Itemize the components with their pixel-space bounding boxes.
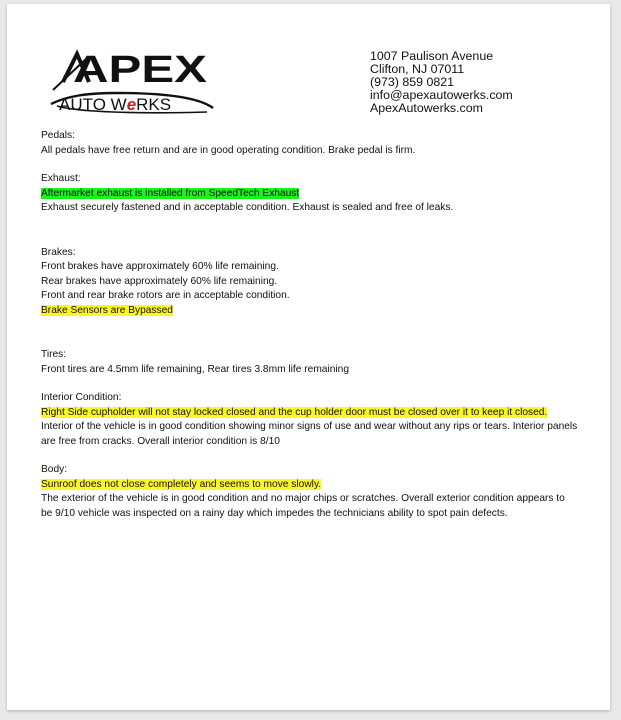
section-tires — [41, 348, 591, 377]
address-city: Clifton, NJ 07011 — [370, 62, 465, 76]
section-heading: Pedals: — [41, 130, 75, 141]
report-line: All pedals have free return and are in good operating condition. Brake pedal is firm. — [41, 144, 416, 156]
report-line: be 9/10 vehicle was inspected on a rainy day which impedes the technicians ability to spot pain defects. — [41, 507, 508, 519]
report-line: The exterior of the vehicle is in good condition and no major chips or scratches. Overall exterior condition appears to — [41, 493, 565, 504]
section-heading: Body: — [41, 464, 68, 475]
logo-brand-bottom: AUTO WeRKS — [59, 95, 172, 114]
highlighted-note: Aftermarket exhaust is installed from SpeedTech Exhaust — [41, 187, 300, 199]
highlighted-note: Sunroof does not close completely and seems to move slowly. — [41, 478, 322, 490]
address-street: 1007 Paulison Avenue — [370, 49, 494, 63]
report-line: Rear brakes have approximately 60% life remaining. — [41, 275, 278, 287]
inspection-report — [41, 129, 591, 521]
address-email: info@apexautowerks.com — [370, 88, 513, 102]
report-line: Exhaust securely fastened and in acceptable condition. Exhaust is sealed and free of leaks. — [41, 202, 454, 213]
section-brakes — [41, 246, 591, 319]
highlighted-note: Right Side cupholder will not stay locked closed and the cup holder door must be closed over it to keep it closed. — [41, 406, 548, 418]
address-website: ApexAutowerks.com — [370, 101, 483, 115]
address-phone: (973) 859 0821 — [370, 75, 455, 89]
section-heading: Exhaust: — [41, 173, 81, 184]
report-line: are free from cracks. Overall interior condition is 8/10 — [41, 435, 280, 447]
report-line: Front brakes have approximately 60% life remaining. — [41, 261, 279, 272]
highlighted-note: Brake Sensors are Bypassed — [41, 304, 173, 316]
apex-autowerks-logo — [47, 46, 217, 118]
section-heading: Interior Condition: — [41, 392, 122, 403]
report-line: Front tires are 4.5mm life remaining, Rear tires 3.8mm life remaining — [41, 363, 349, 375]
document-page — [7, 4, 610, 710]
section-heading: Brakes: — [41, 246, 76, 258]
section-heading: Tires: — [41, 349, 67, 360]
report-line: Interior of the vehicle is in good condition showing minor signs of use and wear without any rips or tears. Interior panels — [41, 421, 578, 432]
company-address — [370, 50, 513, 115]
section-pedals — [41, 129, 591, 158]
logo-brand-top: APEX — [73, 49, 208, 91]
report-line: Front and rear brake rotors are in acceptable condition. — [41, 290, 290, 301]
section-body — [41, 463, 591, 521]
section-exhaust — [41, 172, 591, 216]
section-interior — [41, 391, 591, 449]
